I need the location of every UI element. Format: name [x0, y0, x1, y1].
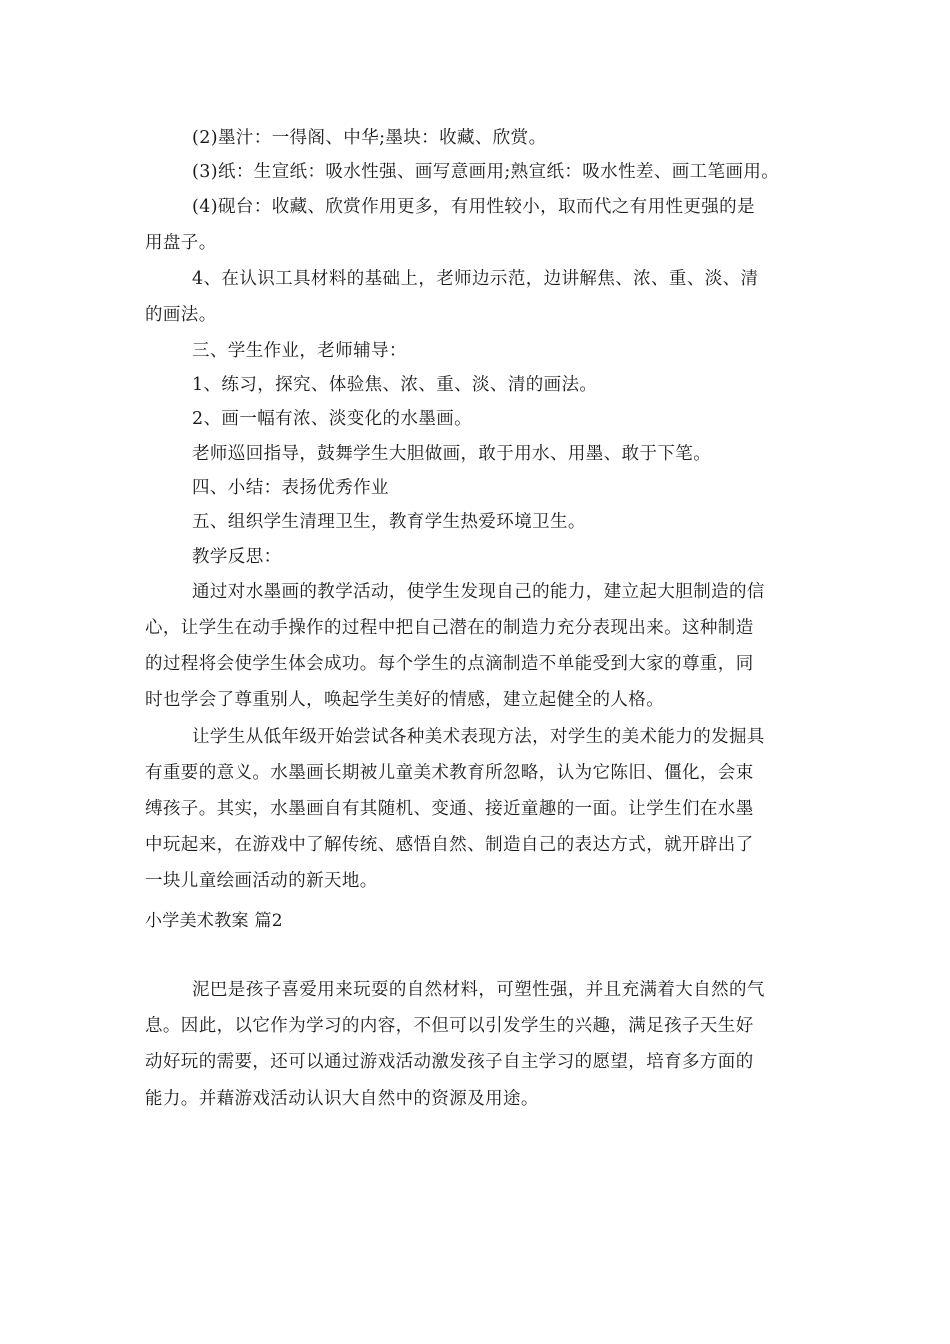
- paragraph-line: 的画法。: [145, 305, 217, 325]
- paragraph-line: 能力。并藉游戏活动认识大自然中的资源及用途。: [145, 1089, 539, 1109]
- paragraph-line: 1、练习，探究、体验焦、浓、重、淡、清的画法。: [192, 375, 598, 395]
- paragraph-line: 息。因此，以它作为学习的内容，不但可以引发学生的兴趣，满足孩子天生好: [145, 1016, 754, 1036]
- paragraph-line: 时也学会了尊重别人，唤起学生美好的情感，建立起健全的人格。: [145, 690, 665, 710]
- paragraph-line: 4、在认识工具材料的基础上，老师边示范，边讲解焦、浓、重、淡、清: [192, 269, 759, 289]
- paragraph-line: 让学生从低年级开始尝试各种美术表现方法，对学生的美术能力的发掘具: [192, 727, 765, 747]
- paragraph-line: (4)砚台：收藏、欣赏作用更多，有用性较小，取而代之有用性更强的是: [192, 197, 755, 217]
- paragraph-line: 中玩起来，在游戏中了解传统、感悟自然、制造自己的表达方式，就开辟出了: [145, 835, 754, 855]
- paragraph-line: 五、组织学生清理卫生，教育学生热爱环境卫生。: [192, 512, 586, 532]
- paragraph-line: 动好玩的需要，还可以通过游戏活动激发孩子自主学习的愿望，培育多方面的: [145, 1052, 754, 1072]
- paragraph-line: 四、小结：表扬优秀作业: [192, 478, 389, 498]
- paragraph-line: 的过程将会使学生体会成功。每个学生的点滴制造不单能受到大家的尊重，同: [145, 654, 754, 674]
- paragraph-line: 泥巴是孩子喜爱用来玩耍的自然材料，可塑性强，并且充满着大自然的气: [192, 980, 765, 1000]
- paragraph-line: (2)墨汁：一得阁、中华;墨块：收藏、欣赏。: [192, 128, 547, 148]
- section-title: 小学美术教案 篇2: [145, 911, 283, 931]
- paragraph-line: 三、学生作业，老师辅导：: [192, 341, 407, 361]
- paragraph-line: 用盘子。: [145, 233, 217, 253]
- paragraph-line: 心，让学生在动手操作的过程中把自己潜在的制造力充分表现出来。这种制造: [145, 618, 754, 638]
- paragraph-line: 教学反思：: [192, 547, 282, 567]
- paragraph-line: 通过对水墨画的教学活动，使学生发现自己的能力，建立起大胆制造的信: [192, 582, 765, 602]
- paragraph-line: 缚孩子。其实，水墨画自有其随机、变通、接近童趣的一面。让学生们在水墨: [145, 799, 754, 819]
- paragraph-line: 2、画一幅有浓、淡变化的水墨画。: [192, 409, 473, 429]
- paragraph-line: 老师巡回指导，鼓舞学生大胆做画，敢于用水、用墨、敢于下笔。: [192, 444, 712, 464]
- paragraph-line: (3)纸：生宣纸：吸水性强、画写意画用;熟宣纸：吸水性差、画工笔画用。: [192, 162, 780, 182]
- paragraph-line: 一块儿童绘画活动的新天地。: [145, 871, 378, 891]
- paragraph-line: 有重要的意义。水墨画长期被儿童美术教育所忽略，认为它陈旧、僵化，会束: [145, 763, 754, 783]
